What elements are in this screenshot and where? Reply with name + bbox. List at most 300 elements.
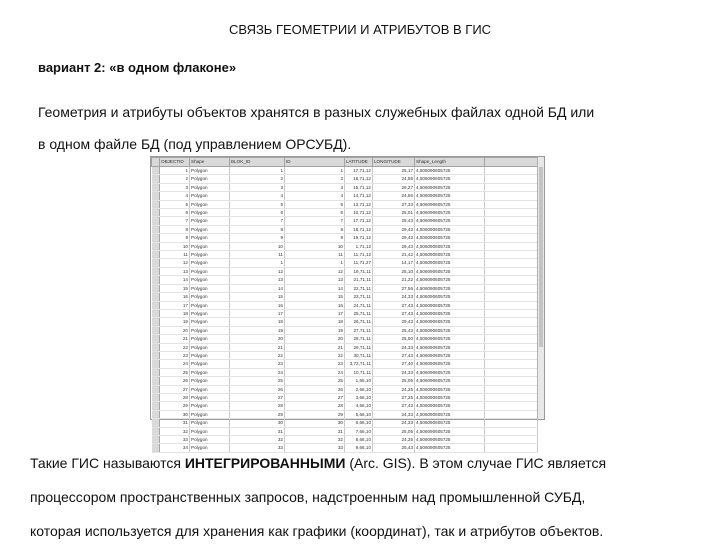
cell-objectid[interactable]: 25 — [160, 368, 190, 376]
cell-longitude[interactable]: 21,42 — [373, 251, 415, 259]
cell-shape-length[interactable]: 4,506090605725 — [415, 225, 485, 233]
cell-id[interactable]: 8 — [285, 225, 345, 233]
cell-id[interactable]: 12 — [285, 267, 345, 275]
cell-shape[interactable]: Polygon — [190, 192, 230, 200]
cell-objectid[interactable]: 9 — [160, 234, 190, 242]
cell-objectid[interactable]: 22 — [160, 343, 190, 351]
cell-shape[interactable]: Polygon — [190, 335, 230, 343]
cell-shape-length[interactable]: 4,506090605725 — [415, 436, 485, 444]
cell-latitude[interactable]: 6,66,10 — [345, 419, 373, 427]
cell-shape-length[interactable]: 4,506090605725 — [415, 335, 485, 343]
cell-objectid[interactable]: 30 — [160, 410, 190, 418]
cell-blok-id[interactable]: 30 — [230, 419, 285, 427]
cell-blok-id[interactable]: 10 — [230, 242, 285, 250]
cell-blok-id[interactable]: 4 — [230, 192, 285, 200]
cell-blok-id[interactable]: 21 — [230, 343, 285, 351]
cell-id[interactable]: 17 — [285, 309, 345, 317]
cell-id[interactable]: 20 — [285, 335, 345, 343]
cell-objectid[interactable]: 4 — [160, 192, 190, 200]
cell-shape[interactable]: Polygon — [190, 217, 230, 225]
cell-shape[interactable]: Polygon — [190, 360, 230, 368]
table-row[interactable] — [152, 385, 538, 393]
cell-extra[interactable] — [485, 259, 538, 267]
cell-id[interactable]: 16 — [285, 301, 345, 309]
cell-blok-id[interactable]: 23 — [230, 360, 285, 368]
cell-blok-id[interactable]: 29 — [230, 410, 285, 418]
cell-latitude[interactable]: 22,71,11 — [345, 284, 373, 292]
table-row[interactable] — [152, 419, 538, 427]
cell-id[interactable]: 13 — [285, 276, 345, 284]
row-selector[interactable] — [152, 393, 160, 401]
row-selector[interactable] — [152, 276, 160, 284]
cell-longitude[interactable]: 25,01 — [373, 209, 415, 217]
table-row[interactable] — [152, 284, 538, 292]
table-row[interactable] — [152, 267, 538, 275]
cell-shape-length[interactable]: 4,506090605725 — [415, 326, 485, 334]
cell-latitude[interactable]: 26,71,11 — [345, 318, 373, 326]
cell-shape[interactable]: Polygon — [190, 200, 230, 208]
cell-blok-id[interactable]: 9 — [230, 234, 285, 242]
cell-longitude[interactable]: 24,56 — [373, 192, 415, 200]
row-selector[interactable] — [152, 436, 160, 444]
cell-latitude[interactable]: 4,66,10 — [345, 402, 373, 410]
cell-objectid[interactable]: 7 — [160, 217, 190, 225]
cell-blok-id[interactable]: 28 — [230, 402, 285, 410]
cell-shape-length[interactable]: 4,506090605725 — [415, 267, 485, 275]
cell-shape[interactable]: Polygon — [190, 183, 230, 191]
cell-latitude[interactable]: 16,71,12 — [345, 175, 373, 183]
cell-blok-id[interactable]: 12 — [230, 267, 285, 275]
row-selector[interactable] — [152, 351, 160, 359]
table-row[interactable] — [152, 410, 538, 418]
cell-shape-length[interactable]: 4,506090605725 — [415, 217, 485, 225]
cell-longitude[interactable]: 25,05 — [373, 377, 415, 385]
row-selector[interactable] — [152, 259, 160, 267]
row-selector[interactable] — [152, 167, 160, 175]
cell-id[interactable]: 15 — [285, 293, 345, 301]
cell-objectid[interactable]: 11 — [160, 251, 190, 259]
cell-objectid[interactable]: 21 — [160, 335, 190, 343]
row-selector[interactable] — [152, 209, 160, 217]
table-row[interactable] — [152, 183, 538, 191]
cell-shape[interactable]: Polygon — [190, 402, 230, 410]
cell-objectid[interactable]: 12 — [160, 259, 190, 267]
cell-shape[interactable]: Polygon — [190, 209, 230, 217]
cell-longitude[interactable]: 25,43 — [373, 326, 415, 334]
table-row[interactable] — [152, 276, 538, 284]
row-selector[interactable] — [152, 267, 160, 275]
cell-extra[interactable] — [485, 385, 538, 393]
cell-longitude[interactable]: 29,43 — [373, 242, 415, 250]
cell-extra[interactable] — [485, 284, 538, 292]
cell-longitude[interactable]: 24,25 — [373, 385, 415, 393]
cell-id[interactable]: 11 — [285, 251, 345, 259]
cell-shape-length[interactable]: 4,506090605725 — [415, 259, 485, 267]
cell-longitude[interactable]: 25,05 — [373, 427, 415, 435]
table-row[interactable] — [152, 309, 538, 317]
cell-blok-id[interactable]: 18 — [230, 318, 285, 326]
cell-latitude[interactable]: 18,71,12 — [345, 225, 373, 233]
cell-objectid[interactable]: 16 — [160, 293, 190, 301]
cell-objectid[interactable]: 19 — [160, 318, 190, 326]
cell-shape-length[interactable]: 4,506090605725 — [415, 242, 485, 250]
cell-blok-id[interactable]: 14 — [230, 284, 285, 292]
cell-objectid[interactable]: 1 — [160, 167, 190, 175]
row-selector[interactable] — [152, 318, 160, 326]
cell-shape[interactable]: Polygon — [190, 251, 230, 259]
cell-latitude[interactable]: 3,72,71,11 — [345, 360, 373, 368]
cell-shape-length[interactable]: 4,506090605725 — [415, 301, 485, 309]
cell-objectid[interactable]: 31 — [160, 419, 190, 427]
cell-id[interactable]: 6 — [285, 209, 345, 217]
cell-longitude[interactable]: 24,33 — [373, 368, 415, 376]
table-row[interactable] — [152, 377, 538, 385]
cell-shape[interactable]: Polygon — [190, 326, 230, 334]
cell-shape[interactable]: Polygon — [190, 393, 230, 401]
cell-blok-id[interactable]: 31 — [230, 427, 285, 435]
cell-longitude[interactable]: 25,10 — [373, 267, 415, 275]
cell-objectid[interactable]: 8 — [160, 225, 190, 233]
cell-shape-length[interactable]: 4,506090605725 — [415, 309, 485, 317]
cell-extra[interactable] — [485, 335, 538, 343]
vertical-scrollbar[interactable] — [537, 157, 544, 419]
cell-longitude[interactable]: 24,33 — [373, 410, 415, 418]
cell-objectid[interactable]: 20 — [160, 326, 190, 334]
cell-objectid[interactable]: 27 — [160, 385, 190, 393]
cell-latitude[interactable]: 10,71,12 — [345, 209, 373, 217]
cell-extra[interactable] — [485, 360, 538, 368]
cell-id[interactable]: 4 — [285, 192, 345, 200]
cell-shape-length[interactable]: 4,506090605725 — [415, 183, 485, 191]
cell-blok-id[interactable]: 3 — [230, 183, 285, 191]
cell-shape[interactable]: Polygon — [190, 293, 230, 301]
cell-objectid[interactable]: 2 — [160, 175, 190, 183]
cell-latitude[interactable]: 19,71,12 — [345, 234, 373, 242]
row-selector[interactable] — [152, 200, 160, 208]
cell-longitude[interactable]: 24,25 — [373, 436, 415, 444]
cell-id[interactable]: 22 — [285, 351, 345, 359]
cell-shape[interactable]: Polygon — [190, 436, 230, 444]
cell-latitude[interactable]: 3,66,10 — [345, 393, 373, 401]
cell-shape[interactable]: Polygon — [190, 385, 230, 393]
cell-extra[interactable] — [485, 318, 538, 326]
cell-objectid[interactable]: 28 — [160, 393, 190, 401]
row-selector[interactable] — [152, 225, 160, 233]
cell-blok-id[interactable]: 11 — [230, 251, 285, 259]
cell-extra[interactable] — [485, 234, 538, 242]
table-row[interactable] — [152, 427, 538, 435]
cell-extra[interactable] — [485, 183, 538, 191]
cell-shape[interactable]: Polygon — [190, 410, 230, 418]
cell-id[interactable]: 2 — [285, 175, 345, 183]
cell-longitude[interactable]: 29,27 — [373, 183, 415, 191]
column-header-id[interactable]: ID — [285, 158, 345, 167]
cell-blok-id[interactable]: 2 — [230, 175, 285, 183]
cell-latitude[interactable]: 11,71,27 — [345, 259, 373, 267]
cell-shape-length[interactable]: 4,506090605725 — [415, 393, 485, 401]
cell-extra[interactable] — [485, 326, 538, 334]
cell-id[interactable]: 1 — [285, 259, 345, 267]
cell-extra[interactable] — [485, 225, 538, 233]
cell-extra[interactable] — [485, 368, 538, 376]
cell-blok-id[interactable]: 1 — [230, 259, 285, 267]
column-header-objectid[interactable]: OBJECTID — [160, 158, 190, 167]
cell-id[interactable]: 18 — [285, 318, 345, 326]
cell-id[interactable]: 5 — [285, 200, 345, 208]
row-selector-header[interactable] — [152, 158, 160, 167]
table-row[interactable] — [152, 360, 538, 368]
cell-latitude[interactable]: 11,71,12 — [345, 251, 373, 259]
cell-blok-id[interactable]: 20 — [230, 335, 285, 343]
cell-longitude[interactable]: 24,33 — [373, 419, 415, 427]
cell-shape[interactable]: Polygon — [190, 267, 230, 275]
row-selector[interactable] — [152, 385, 160, 393]
table-row[interactable] — [152, 301, 538, 309]
cell-id[interactable]: 3 — [285, 183, 345, 191]
cell-longitude[interactable]: 24,33 — [373, 343, 415, 351]
row-selector[interactable] — [152, 360, 160, 368]
row-selector[interactable] — [152, 309, 160, 317]
table-row[interactable] — [152, 209, 538, 217]
cell-blok-id[interactable]: 33 — [230, 444, 285, 452]
table-row[interactable] — [152, 217, 538, 225]
cell-latitude[interactable]: 19,71,11 — [345, 267, 373, 275]
cell-longitude[interactable]: 27,56 — [373, 284, 415, 292]
cell-latitude[interactable]: 15,71,12 — [345, 183, 373, 191]
row-selector[interactable] — [152, 293, 160, 301]
cell-blok-id[interactable]: 16 — [230, 301, 285, 309]
table-row[interactable] — [152, 251, 538, 259]
cell-id[interactable]: 14 — [285, 284, 345, 292]
row-selector[interactable] — [152, 419, 160, 427]
table-row[interactable] — [152, 192, 538, 200]
cell-shape-length[interactable]: 4,506090605725 — [415, 360, 485, 368]
cell-longitude[interactable]: 27,25 — [373, 393, 415, 401]
cell-extra[interactable] — [485, 410, 538, 418]
cell-longitude[interactable]: 27,33 — [373, 200, 415, 208]
cell-objectid[interactable]: 6 — [160, 209, 190, 217]
cell-shape-length[interactable]: 4,506090605725 — [415, 200, 485, 208]
row-selector[interactable] — [152, 427, 160, 435]
cell-objectid[interactable]: 17 — [160, 301, 190, 309]
cell-shape-length[interactable]: 4,506090605725 — [415, 377, 485, 385]
cell-shape-length[interactable]: 4,506090605725 — [415, 167, 485, 175]
cell-shape[interactable]: Polygon — [190, 242, 230, 250]
cell-shape-length[interactable]: 4,506090605725 — [415, 318, 485, 326]
cell-longitude[interactable]: 25,43 — [373, 444, 415, 452]
cell-extra[interactable] — [485, 200, 538, 208]
cell-shape-length[interactable]: 4,506090605725 — [415, 293, 485, 301]
cell-shape-length[interactable]: 4,506090605725 — [415, 284, 485, 292]
cell-latitude[interactable]: 10,71,11 — [345, 368, 373, 376]
cell-id[interactable]: 26 — [285, 385, 345, 393]
cell-shape[interactable]: Polygon — [190, 318, 230, 326]
cell-latitude[interactable]: 25,71,11 — [345, 309, 373, 317]
cell-longitude[interactable]: 25,17 — [373, 167, 415, 175]
cell-extra[interactable] — [485, 301, 538, 309]
cell-shape-length[interactable]: 4,506090605725 — [415, 368, 485, 376]
cell-shape[interactable]: Polygon — [190, 225, 230, 233]
cell-latitude[interactable]: 1,71,12 — [345, 242, 373, 250]
cell-blok-id[interactable]: 22 — [230, 351, 285, 359]
cell-id[interactable]: 30 — [285, 419, 345, 427]
cell-extra[interactable] — [485, 377, 538, 385]
cell-objectid[interactable]: 33 — [160, 436, 190, 444]
column-header-shape-length[interactable]: Shape_Length — [415, 158, 485, 167]
row-selector[interactable] — [152, 192, 160, 200]
cell-longitude[interactable]: 27,43 — [373, 301, 415, 309]
cell-extra[interactable] — [485, 175, 538, 183]
cell-shape[interactable]: Polygon — [190, 427, 230, 435]
cell-latitude[interactable]: 28,71,11 — [345, 335, 373, 343]
row-selector[interactable] — [152, 343, 160, 351]
cell-extra[interactable] — [485, 251, 538, 259]
cell-shape[interactable]: Polygon — [190, 309, 230, 317]
cell-objectid[interactable]: 32 — [160, 427, 190, 435]
cell-id[interactable]: 33 — [285, 444, 345, 452]
cell-blok-id[interactable]: 7 — [230, 217, 285, 225]
cell-longitude[interactable]: 27,43 — [373, 309, 415, 317]
table-row[interactable] — [152, 200, 538, 208]
cell-objectid[interactable]: 14 — [160, 276, 190, 284]
cell-blok-id[interactable]: 17 — [230, 309, 285, 317]
cell-id[interactable]: 31 — [285, 427, 345, 435]
cell-longitude[interactable]: 25,50 — [373, 335, 415, 343]
cell-objectid[interactable]: 10 — [160, 242, 190, 250]
cell-objectid[interactable]: 24 — [160, 360, 190, 368]
cell-longitude[interactable]: 24,33 — [373, 293, 415, 301]
cell-shape-length[interactable]: 4,506090605725 — [415, 410, 485, 418]
cell-shape-length[interactable]: 4,506090605725 — [415, 419, 485, 427]
cell-extra[interactable] — [485, 419, 538, 427]
cell-id[interactable]: 25 — [285, 377, 345, 385]
cell-longitude[interactable]: 29,43 — [373, 217, 415, 225]
table-row[interactable] — [152, 167, 538, 175]
cell-id[interactable]: 7 — [285, 217, 345, 225]
table-row[interactable] — [152, 242, 538, 250]
cell-extra[interactable] — [485, 276, 538, 284]
cell-extra[interactable] — [485, 217, 538, 225]
cell-longitude[interactable]: 24,56 — [373, 175, 415, 183]
row-selector[interactable] — [152, 234, 160, 242]
cell-blok-id[interactable]: 26 — [230, 385, 285, 393]
cell-shape-length[interactable]: 4,506090605725 — [415, 427, 485, 435]
cell-shape-length[interactable]: 4,506090605725 — [415, 444, 485, 452]
column-header-extra[interactable] — [485, 158, 538, 167]
row-selector[interactable] — [152, 368, 160, 376]
cell-blok-id[interactable]: 5 — [230, 200, 285, 208]
cell-shape-length[interactable]: 4,506090605725 — [415, 351, 485, 359]
cell-latitude[interactable]: 1,66,10 — [345, 377, 373, 385]
cell-latitude[interactable]: 17,71,12 — [345, 217, 373, 225]
cell-latitude[interactable]: 30,71,11 — [345, 351, 373, 359]
cell-latitude[interactable]: 17,71,12 — [345, 167, 373, 175]
row-selector[interactable] — [152, 335, 160, 343]
table-row[interactable] — [152, 351, 538, 359]
cell-extra[interactable] — [485, 267, 538, 275]
cell-blok-id[interactable]: 13 — [230, 276, 285, 284]
cell-objectid[interactable]: 18 — [160, 309, 190, 317]
table-row[interactable] — [152, 326, 538, 334]
cell-longitude[interactable]: 27,43 — [373, 402, 415, 410]
cell-shape[interactable]: Polygon — [190, 276, 230, 284]
cell-objectid[interactable]: 29 — [160, 402, 190, 410]
column-header-latitude[interactable]: LATITUDE — [345, 158, 373, 167]
cell-latitude[interactable]: 8,66,10 — [345, 436, 373, 444]
cell-blok-id[interactable]: 6 — [230, 209, 285, 217]
cell-shape[interactable]: Polygon — [190, 377, 230, 385]
cell-id[interactable]: 27 — [285, 393, 345, 401]
column-header-shape[interactable]: Shape — [190, 158, 230, 167]
table-row[interactable] — [152, 225, 538, 233]
row-selector[interactable] — [152, 242, 160, 250]
cell-shape[interactable]: Polygon — [190, 234, 230, 242]
cell-id[interactable]: 23 — [285, 360, 345, 368]
cell-latitude[interactable]: 23,71,11 — [345, 293, 373, 301]
cell-shape-length[interactable]: 4,506090605725 — [415, 234, 485, 242]
cell-shape[interactable]: Polygon — [190, 368, 230, 376]
cell-longitude[interactable]: 21,22 — [373, 276, 415, 284]
row-selector[interactable] — [152, 326, 160, 334]
cell-extra[interactable] — [485, 436, 538, 444]
cell-shape[interactable]: Polygon — [190, 175, 230, 183]
row-selector[interactable] — [152, 377, 160, 385]
column-header-blok-id[interactable]: BLOK_ID — [230, 158, 285, 167]
row-selector[interactable] — [152, 301, 160, 309]
cell-id[interactable]: 28 — [285, 402, 345, 410]
table-row[interactable] — [152, 175, 538, 183]
table-row[interactable] — [152, 318, 538, 326]
table-row[interactable] — [152, 259, 538, 267]
cell-id[interactable]: 29 — [285, 410, 345, 418]
row-selector[interactable] — [152, 251, 160, 259]
cell-latitude[interactable]: 27,71,11 — [345, 326, 373, 334]
cell-shape[interactable]: Polygon — [190, 284, 230, 292]
cell-shape[interactable]: Polygon — [190, 444, 230, 452]
cell-blok-id[interactable]: 1 — [230, 167, 285, 175]
cell-shape-length[interactable]: 4,506090605725 — [415, 192, 485, 200]
cell-latitude[interactable]: 29,71,11 — [345, 343, 373, 351]
cell-objectid[interactable]: 26 — [160, 377, 190, 385]
cell-extra[interactable] — [485, 192, 538, 200]
cell-longitude[interactable]: 29,43 — [373, 234, 415, 242]
table-row[interactable] — [152, 368, 538, 376]
cell-latitude[interactable]: 7,66,10 — [345, 427, 373, 435]
cell-shape-length[interactable]: 4,506090605725 — [415, 209, 485, 217]
cell-shape[interactable]: Polygon — [190, 343, 230, 351]
table-row[interactable] — [152, 335, 538, 343]
cell-id[interactable]: 10 — [285, 242, 345, 250]
cell-shape[interactable]: Polygon — [190, 351, 230, 359]
table-row[interactable] — [152, 402, 538, 410]
cell-longitude[interactable]: 27,40 — [373, 360, 415, 368]
cell-extra[interactable] — [485, 209, 538, 217]
cell-id[interactable]: 24 — [285, 368, 345, 376]
cell-shape-length[interactable]: 4,506090605725 — [415, 402, 485, 410]
cell-latitude[interactable]: 21,71,11 — [345, 276, 373, 284]
cell-objectid[interactable]: 5 — [160, 200, 190, 208]
cell-extra[interactable] — [485, 343, 538, 351]
cell-latitude[interactable]: 9,66,10 — [345, 444, 373, 452]
cell-id[interactable]: 21 — [285, 343, 345, 351]
cell-extra[interactable] — [485, 309, 538, 317]
cell-blok-id[interactable]: 19 — [230, 326, 285, 334]
cell-objectid[interactable]: 15 — [160, 284, 190, 292]
cell-longitude[interactable]: 14,17 — [373, 259, 415, 267]
cell-shape[interactable]: Polygon — [190, 419, 230, 427]
cell-extra[interactable] — [485, 402, 538, 410]
cell-latitude[interactable]: 24,71,11 — [345, 301, 373, 309]
